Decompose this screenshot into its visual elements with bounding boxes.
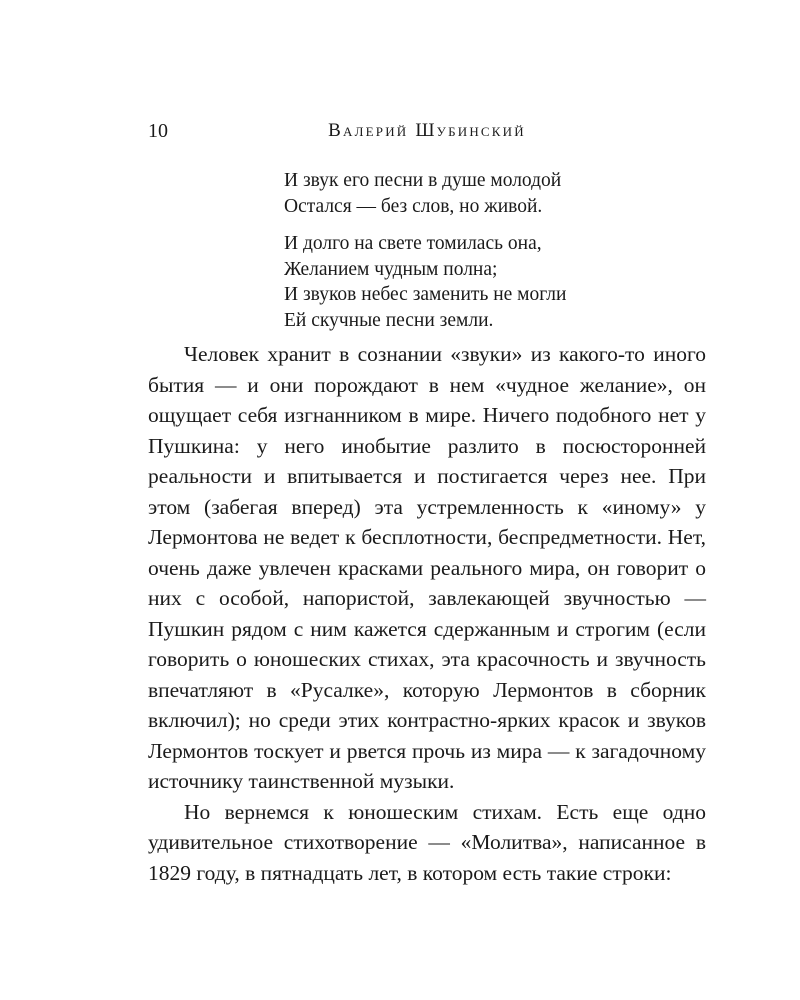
verse-line: И звуков небес заменить не могли <box>284 284 567 305</box>
verse-line: И звук его песни в душе молодой <box>284 170 562 191</box>
verse-line: Ей скучные песни земли. <box>284 309 494 331</box>
paragraph: Но вернемся к юношеским стихам. Есть еще одно удивительное стихотворение — «Молитва», написанное в 1829 году, в пятнадцать лет, в котором есть такие строки: <box>148 799 706 885</box>
stanza <box>284 231 704 333</box>
verse-line: Остался — без слов, но живой. <box>284 195 543 217</box>
page-header <box>148 116 706 146</box>
verse-line: И долго на свете томилась она, <box>284 233 542 254</box>
stanza <box>284 168 704 219</box>
poem-quote <box>284 168 704 345</box>
paragraph: Человек хранит в сознании «звуки» из какого-то иного бытия — и они порождают в нем «чудное желание», он ощущает себя изгнанником в мире. Ничего подобного нет у Пушкина: у него инобытие разлито в посюсторонней реальности и впитывается и постигается через нее. При этом (забегая вперед) эта устремленность к «иному» у Лермонтова не ведет к бесплотности, беспредметности. Нет, очень даже увлечен красками реального мира, он говорит о них с особой, напористой, завлекающей звучностью — Пушкин рядом с ним кажется сдержанным и строгим (если говорить о юношеских стихах, эта красочность и звучность впечатляют в «Русалке», которую Лермонтов в сборник включил); но среди этих контрастно-ярких красок и звуков Лермонтов тоскует и рвется прочь из мира — к загадочному источнику таинственной музыки. <box>148 342 706 793</box>
running-title: Валерий Шубинский <box>328 120 526 141</box>
verse-line: Желанием чудным полна; <box>284 258 498 280</box>
body-text <box>148 339 706 888</box>
page-number: 10 <box>148 120 168 142</box>
